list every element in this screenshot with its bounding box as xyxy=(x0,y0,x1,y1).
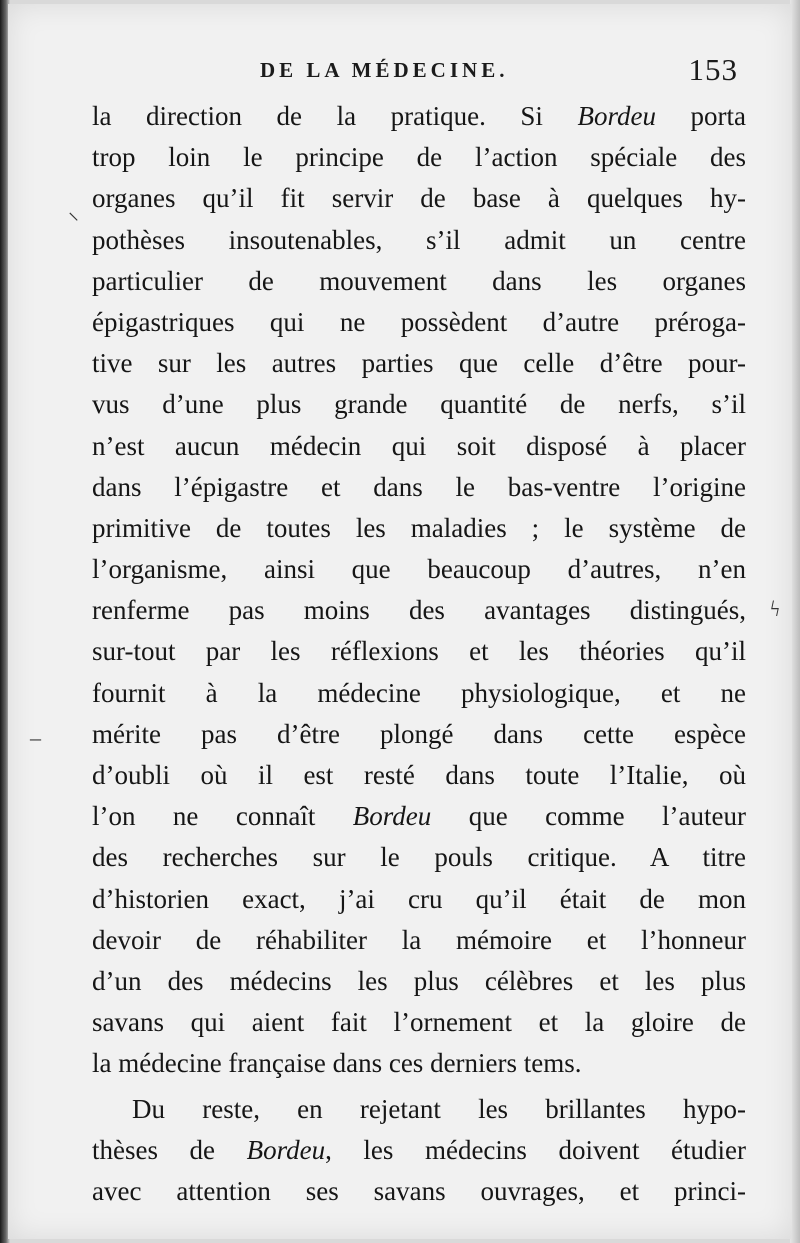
italic-name: Bordeu xyxy=(577,101,656,131)
text-line: l’organisme, ainsi que beaucoup d’autres, n’en xyxy=(92,554,746,585)
text-line: renferme pas moins des avantages distingués, xyxy=(92,595,746,626)
text-line: organes qu’il fit servir de base à quelques hy- xyxy=(92,183,746,214)
text-line: l’on ne connaît Bordeu que comme l’auteur xyxy=(92,801,746,832)
text-line: épigastriques qui ne possèdent d’autre préroga- xyxy=(92,306,746,337)
text-line: mérite pas d’être plongé dans cette espèce xyxy=(92,718,746,749)
text-line: vus d’une plus grande quantité de nerfs, s’il xyxy=(92,389,746,420)
body-text xyxy=(92,96,746,1212)
text-line: fournit à la médecine physiologique, et ne xyxy=(92,677,746,708)
page-number: 153 xyxy=(688,52,738,87)
text-line: devoir de réhabiliter la mémoire et l’honneur xyxy=(92,924,746,955)
text-line: la direction de la pratique. Si Bordeu porta xyxy=(92,101,746,131)
text-line: dans l’épigastre et dans le bas-ventre l’origine xyxy=(92,471,746,502)
text-line: primitive de toutes les maladies ; le système de xyxy=(92,512,746,543)
text-line: tive sur les autres parties que celle d’être pour- xyxy=(92,348,746,379)
margin-mark: ⸜ xyxy=(68,199,80,224)
text-line: avec attention ses savans ouvrages, et princi- xyxy=(92,1175,746,1206)
margin-mark: – xyxy=(30,725,41,750)
text-line: d’un des médecins les plus célèbres et les plus xyxy=(92,965,746,996)
text-line: la médecine française dans ces derniers tems. xyxy=(92,1048,582,1079)
italic-name: Bordeu xyxy=(352,801,432,832)
running-head-title: DE LA MÉDECINE. xyxy=(260,58,509,82)
text-line: des recherches sur le pouls critique. A titre xyxy=(92,842,746,873)
text-line: n’est aucun médecin qui soit disposé à placer xyxy=(92,430,746,461)
text-line: pothèses insoutenables, s’il admit un centre xyxy=(92,224,746,255)
italic-name: Bordeu xyxy=(246,1134,326,1165)
text-line: Du reste, en rejetant les brillantes hypo- xyxy=(132,1093,746,1124)
text-line: savans qui aient fait l’ornement et la gloire de xyxy=(92,1007,746,1038)
text-line: particulier de mouvement dans les organes xyxy=(92,265,746,296)
text-line: thèses de Bordeu, les médecins doivent étudier xyxy=(92,1134,747,1165)
running-head xyxy=(92,52,742,88)
text-line: d’historien exact, j’ai cru qu’il était de mon xyxy=(92,883,746,914)
text-line: trop loin le principe de l’action spéciale des xyxy=(92,142,746,173)
margin-mark: ϟ xyxy=(770,596,780,621)
text-line: sur-tout par les réflexions et les théories qu’il xyxy=(92,636,746,667)
text-line: d’oubli où il est resté dans toute l’Italie, où xyxy=(92,760,746,790)
